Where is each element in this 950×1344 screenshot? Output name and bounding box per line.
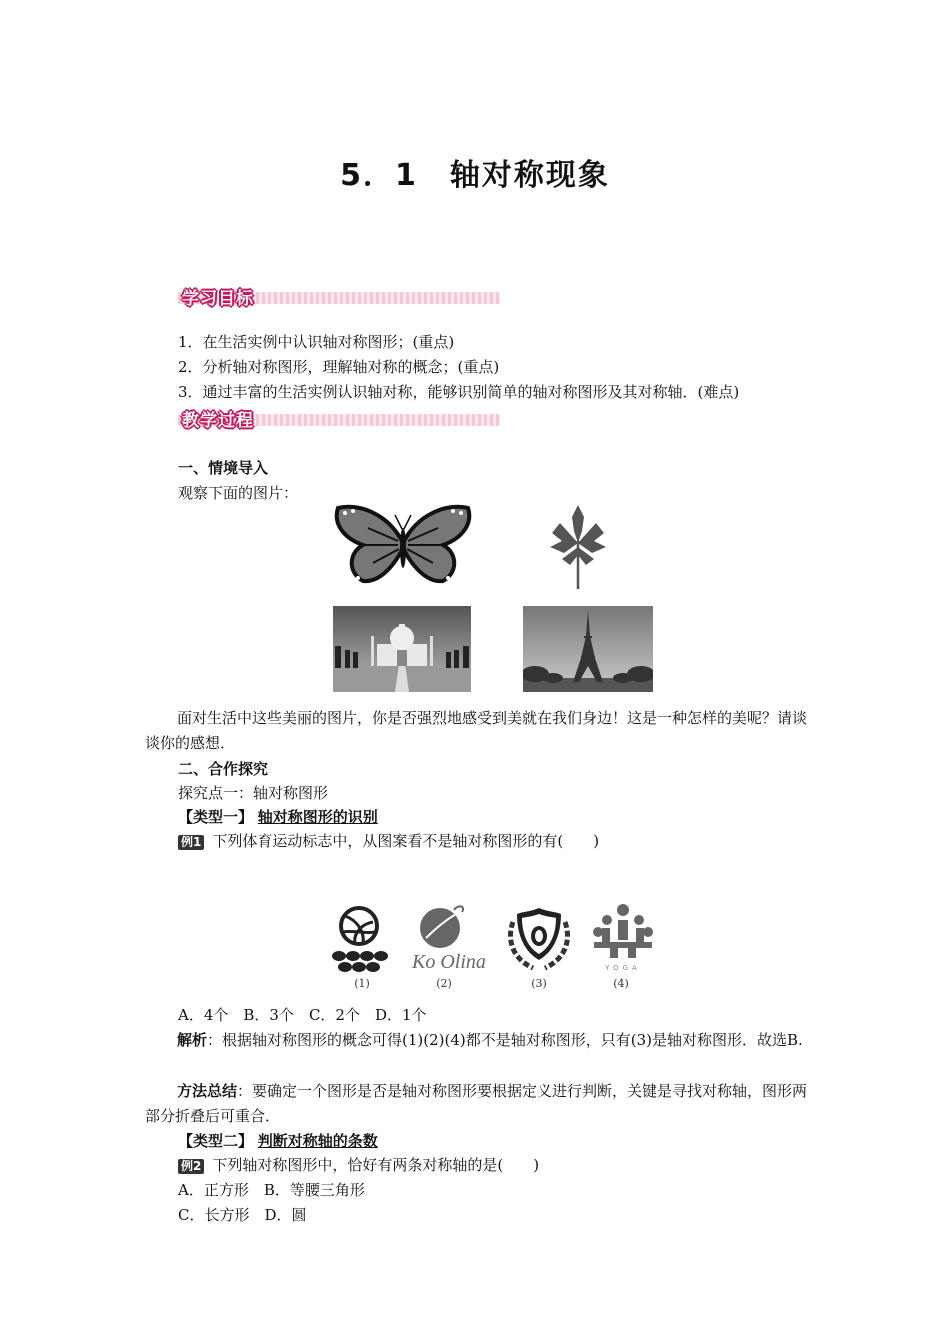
type2-tag: 【类型二】 [178,1132,254,1150]
type1-heading [178,805,818,829]
part2-heading: 二、合作探究 [178,760,269,778]
eiffel-tower-image [523,606,653,692]
logo-shield-laurel [503,902,575,974]
logo-ko-olina-text: Ko Olina [412,951,486,973]
analysis-paragraph [145,1028,813,1053]
method-text: ：要确定一个图形是否是轴对称图形要根据定义进行判断，关键是寻找对称轴，图形两部分折叠后可重合． [145,1082,808,1125]
teaching-process-banner [178,406,500,431]
analysis-text: ：根据轴对称图形的概念可得(1)(2)(4)都不是轴对称图形，只有(3)是轴对称图形．故选B. [207,1031,803,1049]
example1-badge: 例1 [178,835,204,850]
page-title: 5．1 轴对称现象 [340,158,610,193]
example2-question-line [178,1153,818,1177]
logo-yoga [590,902,656,974]
analysis-label: 解析 [177,1031,208,1049]
example2-options-2: C．长方形 D．圆 [178,1206,307,1224]
taj-mahal-image [333,606,471,692]
type2-title: 判断对称轴的条数 [257,1132,378,1150]
learning-goals-label: 学习目标 [182,289,254,309]
example1-question-line [178,829,818,853]
goal-item-3: 3．通过丰富的生活实例认识轴对称，能够识别简单的轴对称图形及其对称轴．(难点) [178,383,740,401]
logo-caption-2: (2) [436,977,452,990]
goal-item-1: 1．在生活实例中认识轴对称图形；(重点) [178,333,455,351]
logo-volleyball [331,904,391,974]
explore-point: 探究点一：轴对称图形 [178,784,329,802]
butterfly-image [333,503,473,585]
type1-tag: 【类型一】 [178,808,254,826]
logo-caption-1: (1) [354,977,370,990]
example2-badge: 例2 [178,1159,204,1174]
teaching-process-label: 教学过程 [182,411,254,431]
goal-item-2: 2．分析轴对称图形，理解轴对称的概念；(重点) [178,358,500,376]
type1-title: 轴对称图形的识别 [257,808,378,826]
part1-paragraph: 面对生活中这些美丽的图片，你是否强烈地感受到美就在我们身边！这是一种怎样的美呢？请谈谈你的感想． [145,709,808,752]
part1-heading: 一、情境导入 [178,459,269,477]
example2-options-1: A．正方形 B．等腰三角形 [178,1181,365,1199]
leaf-image [548,503,608,589]
logo-ko-olina [410,902,490,974]
method-label: 方法总结 [177,1082,238,1100]
logo-caption-4: (4) [613,977,629,990]
example1-question: 下列体育运动标志中，从图案看不是轴对称图形的有( ) [212,832,600,850]
example2-question: 下列轴对称图形中，恰好有两条对称轴的是( ) [212,1156,540,1174]
logo-yoga-text: YOGA [605,964,641,972]
method-paragraph [145,1079,813,1129]
type2-heading [178,1129,818,1153]
part1-intro: 观察下面的图片： [178,484,299,502]
learning-goals-banner [178,284,500,309]
example1-options: A．4个 B．3个 C．2个 D．1个 [178,1006,427,1024]
logo-caption-3: (3) [531,977,547,990]
